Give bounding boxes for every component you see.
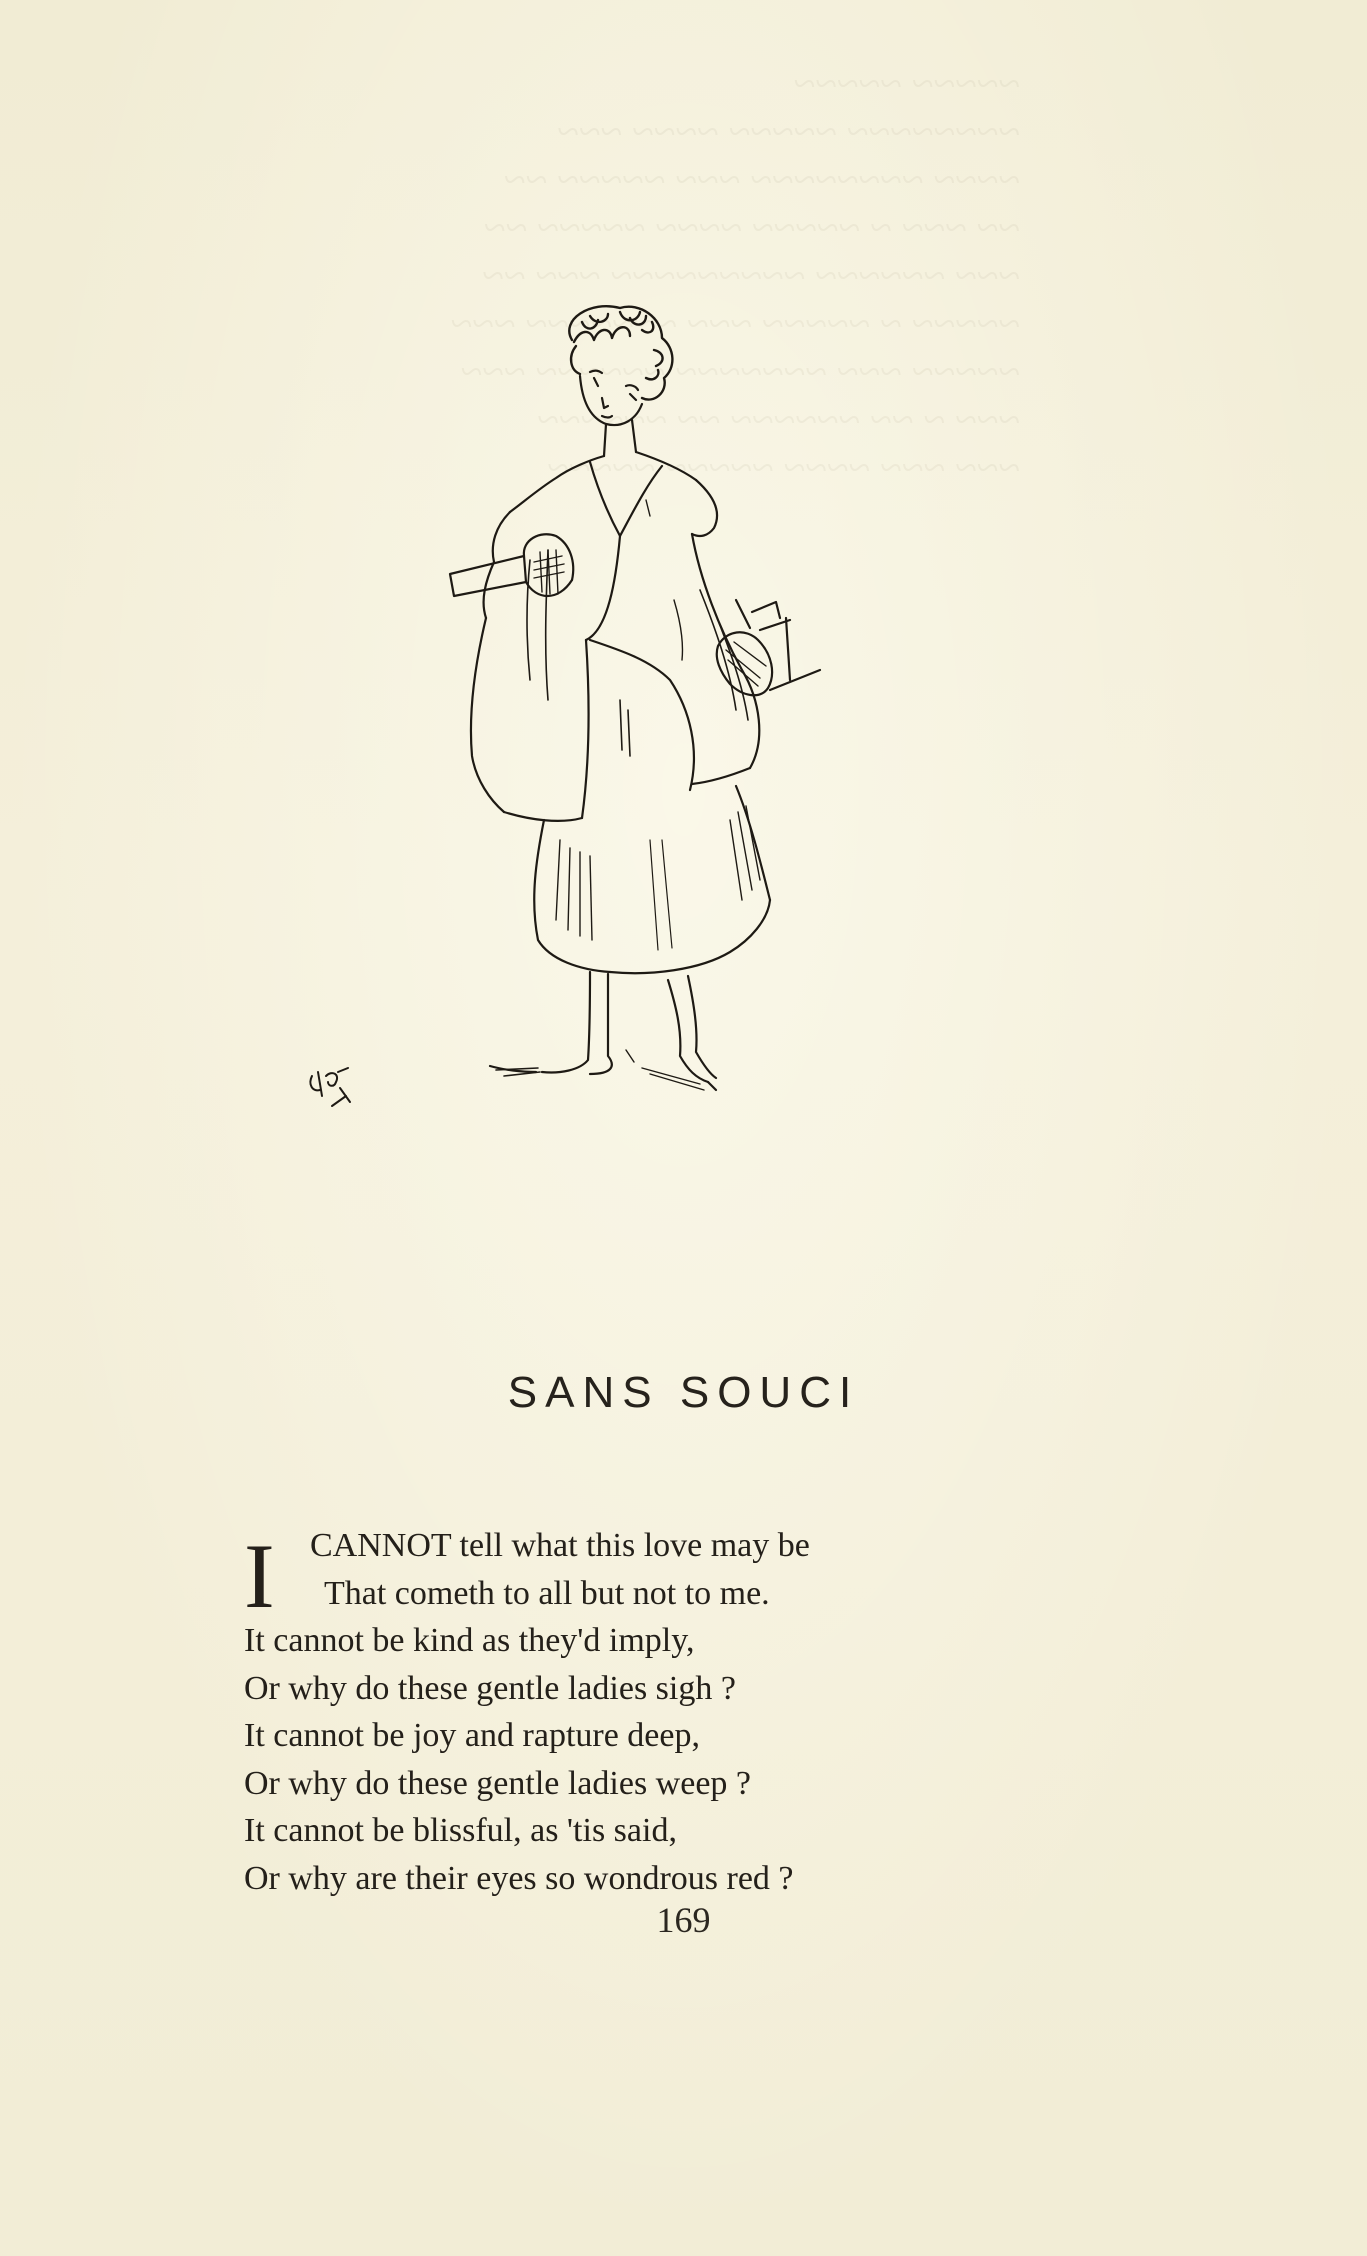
face-icon [580,371,642,456]
page-number: 169 [656,1900,711,1940]
woman-illustration [290,300,850,1160]
hair-icon [569,306,672,399]
poem-line-2: That cometh to all but not to me. [324,1574,770,1612]
poem-line: Or why do these gentle ladies sigh ? [244,1669,736,1707]
poem-opening [244,1522,1004,1627]
poem-line: It cannot be kind as they'd imply, [244,1622,695,1659]
legs-icon [490,972,716,1090]
show-through-text: ~~~~~ ~~~~~ ~~~~~~~~ ~~~~~ ~~~~ ~~~ ~~~~ ~~~~~~~~ ~~~ ~~~~~ ~~ ~~ ~~~ ~ ~~~~~ ~~~~ ~~~~~ ~~ ~~~ ~~~~~~ ~~~~~~~~~ ~~~ ~~ ~~~~~ ~ ~~~~~ ~~~ ~~~~~~~ ~~~ ~~~~~ ~~~ ~~~~~~~ ~~~~~~ ~~~ ~~~ ~ ~~ ~~~~~~ ~~ ~~~~~~ ~~~ ~~~ ~~~~ ~~~~~ ~~~~~ [450,61,1020,490]
poem-line: Or why do these gentle ladies weep ? [244,1764,751,1802]
artist-monogram-icon [306,1066,366,1114]
poem-body [244,1522,1004,1902]
poem-line: It cannot be blissful, as 'tis said, [244,1812,677,1849]
poem-line-1: CANNOT tell what this love may be [310,1527,810,1564]
chair-icon [717,600,820,695]
poem-line: It cannot be joy and rapture deep, [244,1717,700,1754]
dress-icon [471,452,770,973]
poem-line: Or why are their eyes so wondrous red ? [244,1859,794,1897]
poem-title: SANS SOUCI [507,1368,860,1417]
drop-cap: I [244,1525,275,1627]
hatbox-icon [450,534,573,596]
